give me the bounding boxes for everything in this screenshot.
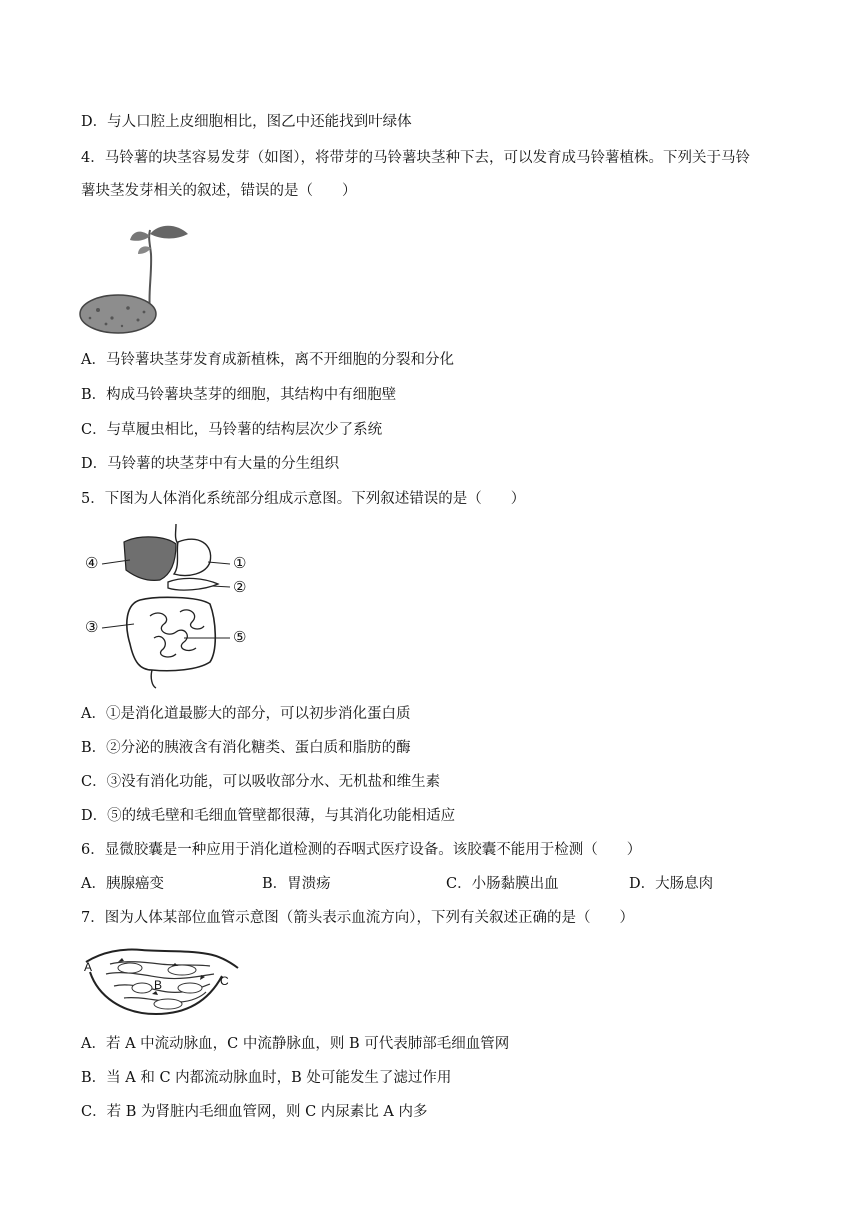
q7-option-a: A．若 A 中流动脉血，C 中流静脉血，则 B 可代表肺部毛细血管网 [81,1036,510,1052]
q3-option-d: D．与人口腔上皮细胞相比，图乙中还能找到叶绿体 [81,114,412,130]
q6-option-a: A．胰腺癌变 [81,876,164,892]
q4-stem-line2: 薯块茎发芽相关的叙述，错误的是（ ） [81,183,357,199]
q7-option-c: C．若 B 为肾脏内毛细血管网，则 C 内尿素比 A 内多 [81,1104,428,1120]
q4-option-c: C．与草履虫相比，马铃薯的结构层次少了系统 [81,422,383,438]
q6-options [81,874,781,894]
label-a: A [84,960,93,974]
label-4: ④ [85,554,99,572]
label-c: C [220,974,229,988]
q5-option-c: C．③没有消化功能，可以吸收部分水、无机盐和维生素 [81,774,441,790]
label-2: ② [233,578,247,596]
q4-stem-line1: 4．马铃薯的块茎容易发芽（如图），将带芽的马铃薯块茎种下去，可以发育成马铃薯植株。下列关于马铃 [81,150,750,166]
q5-stem: 5．下图为人体消化系统部分组成示意图。下列叙述错误的是（ ） [81,491,526,507]
q5-option-d: D．⑤的绒毛壁和毛细血管壁都很薄，与其消化功能相适应 [81,808,456,824]
q4-option-b: B．构成马铃薯块茎芽的细胞，其结构中有细胞壁 [81,387,397,403]
q6-stem: 6．显微胶囊是一种应用于消化道检测的吞咽式医疗设备。该胶囊不能用于检测（ ） [81,842,642,858]
digestive-system-figure [80,520,260,690]
q6-option-d: D．大肠息肉 [629,876,714,892]
label-5: ⑤ [233,628,247,646]
potato-sprout-figure [78,214,203,336]
label-3: ③ [85,618,99,636]
q5-option-a: A．①是消化道最膨大的部分，可以初步消化蛋白质 [81,706,411,722]
q6-option-c: C．小肠黏膜出血 [446,876,559,892]
label-b: B [154,978,163,992]
label-1: ① [233,554,247,572]
blood-vessel-figure [82,942,242,1020]
q7-stem: 7．图为人体某部位血管示意图（箭头表示血流方向），下列有关叙述正确的是（ ） [81,910,634,926]
q6-option-b: B．胃溃疡 [262,876,331,892]
q4-option-a: A．马铃薯块茎芽发育成新植株，离不开细胞的分裂和分化 [81,352,454,368]
q7-option-b: B．当 A 和 C 内都流动脉血时，B 处可能发生了滤过作用 [81,1070,452,1086]
q5-option-b: B．②分泌的胰液含有消化糖类、蛋白质和脂肪的酶 [81,740,411,756]
q4-option-d: D．马铃薯的块茎芽中有大量的分生组织 [81,456,340,472]
